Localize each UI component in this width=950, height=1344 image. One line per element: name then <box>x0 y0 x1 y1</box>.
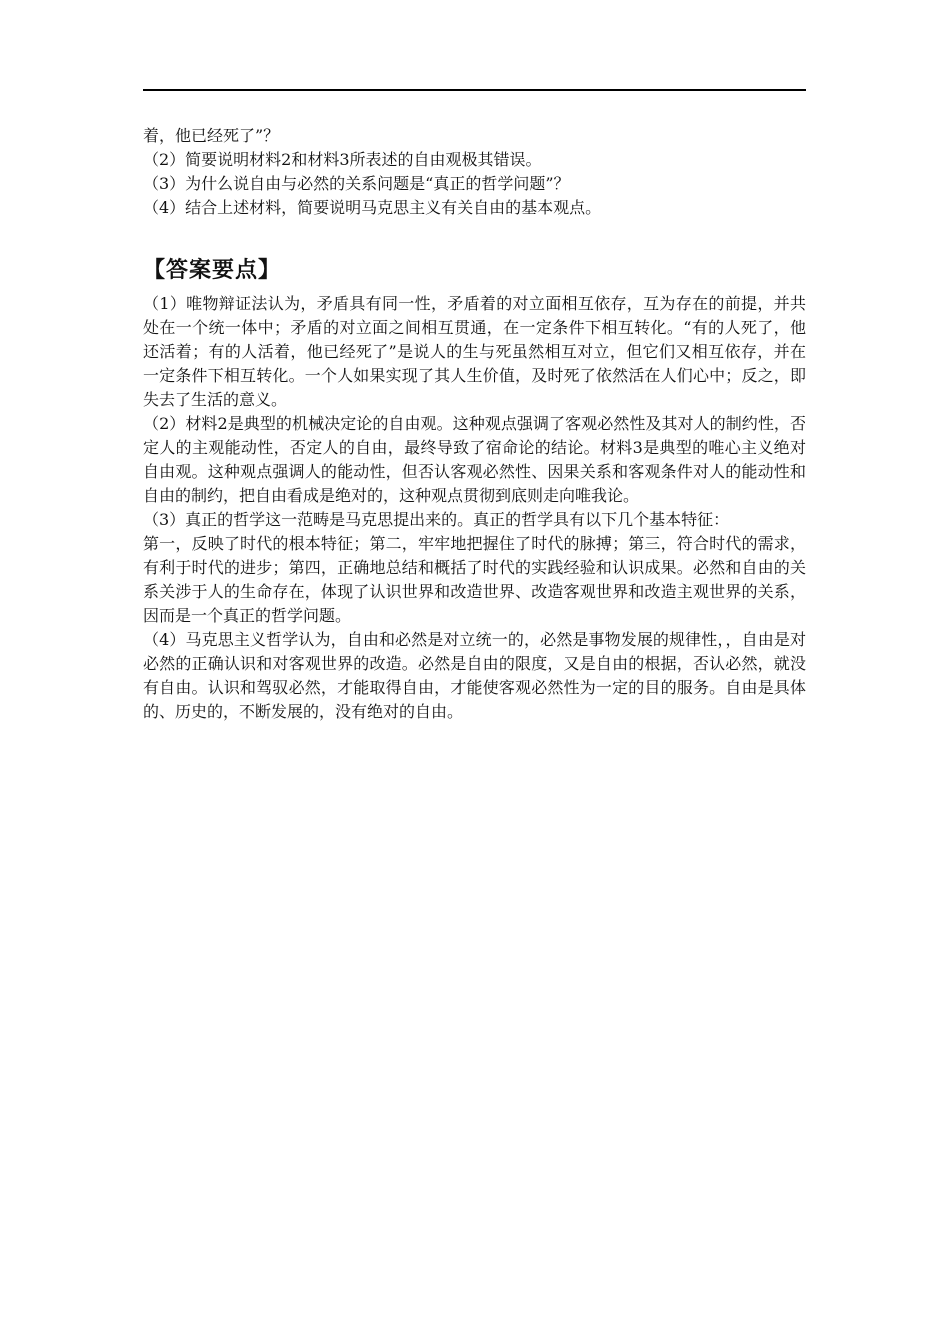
question-line: 着，他已经死了”？ <box>143 126 280 145</box>
question-line: （2）简要说明材料2和材料3所表述的自由观极其错误。 <box>143 150 542 169</box>
answer-paragraph: 第一，反映了时代的根本特征；第二，牢牢地把握住了时代的脉搏；第三，符合时代的需求，有利于时代的进步；第四，正确地总结和概括了时代的实践经验和认识成果。必然和自由的关系关涉于人的生命存在，体现了认识世界和改造世界、改造客观世界和改造主观世界的关系，因而是一个真正的哲学问题。 <box>143 534 806 625</box>
header-rule <box>143 89 806 91</box>
answer-paragraph: （3）真正的哲学这一范畴是马克思提出来的。真正的哲学具有以下几个基本特征： <box>143 510 730 529</box>
answer-heading: 【答案要点】 <box>143 258 282 283</box>
answer-paragraph: （1）唯物辩证法认为，矛盾具有同一性，矛盾着的对立面相互依存，互为存在的前提，并共处在一个统一体中；矛盾的对立面之间相互贯通，在一定条件下相互转化。“有的人死了，他还活着；有的人活着，他已经死了”是说人的生与死虽然相互对立，但它们又相互依存，并在一定条件下相互转化。一个人如果实现了其人生价值，及时死了依然活在人们心中；反之，即失去了生活的意义。 <box>143 294 806 409</box>
answer-paragraph: （4）马克思主义哲学认为，自由和必然是对立统一的，必然是事物发展的规律性，，自由是对必然的正确认识和对客观世界的改造。必然是自由的限度，又是自由的根据，否认必然，就没有自由。认识和驾驭必然，才能取得自由，才能使客观必然性为一定的目的服务。自由是具体的、历史的，不断发展的，没有绝对的自由。 <box>143 630 806 721</box>
question-line: （3）为什么说自由与必然的关系问题是“真正的哲学问题”？ <box>143 174 570 193</box>
question-line: （4）结合上述材料，简要说明马克思主义有关自由的基本观点。 <box>143 198 602 217</box>
document-body <box>143 124 806 724</box>
answer-paragraph: （2）材料2是典型的机械决定论的自由观。这种观点强调了客观必然性及其对人的制约性，否定人的主观能动性，否定人的自由，最终导致了宿命论的结论。材料3是典型的唯心主义绝对自由观。这种观点强调人的能动性，但否认客观必然性、因果关系和客观条件对人的能动性和自由的制约，把自由看成是绝对的，这种观点贯彻到底则走向唯我论。 <box>143 414 806 505</box>
